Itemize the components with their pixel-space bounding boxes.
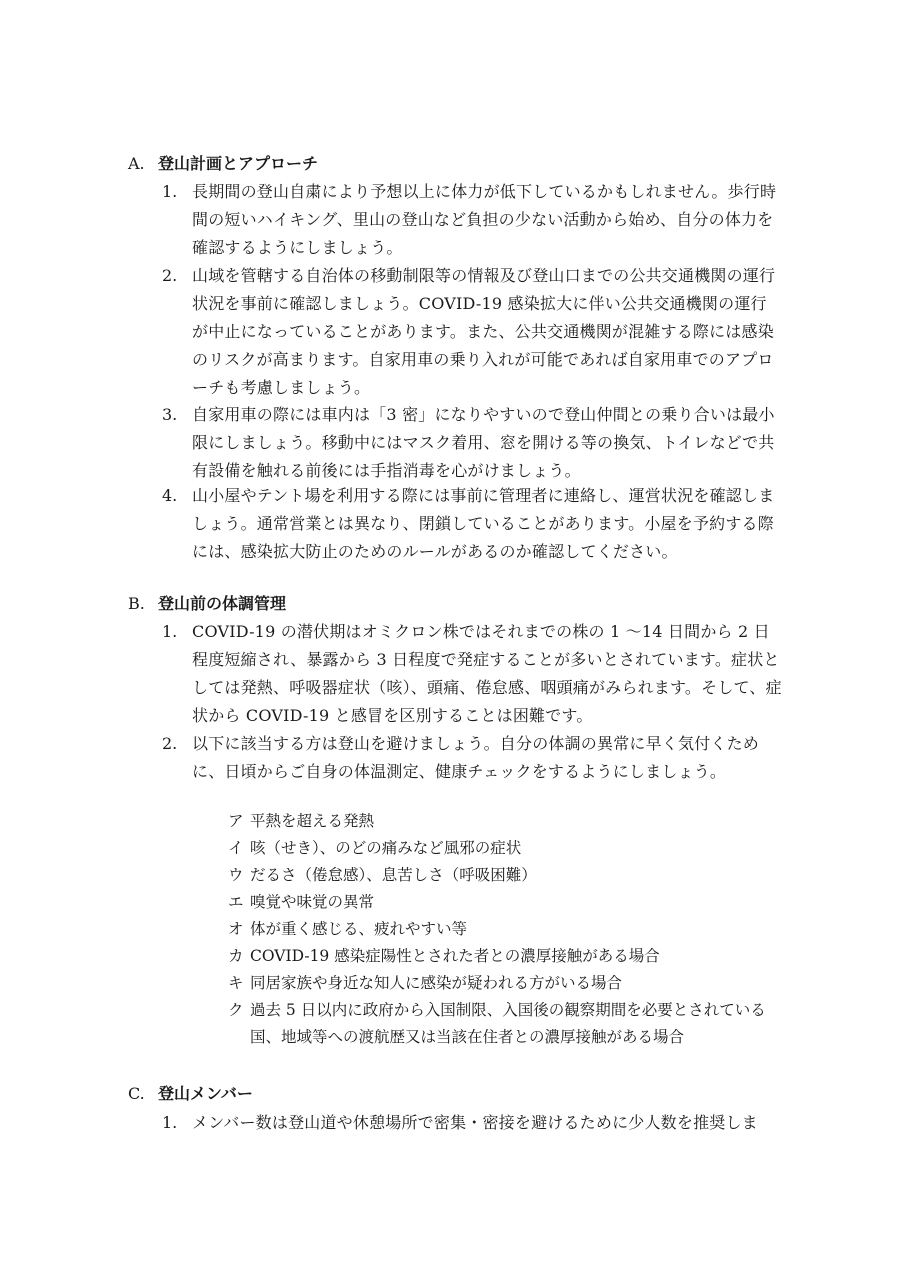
symptom-key: ア xyxy=(228,812,244,830)
item-text: 自家用車の際には車内は「3 密」になりやすいので登山仲間との乗り合いは最小限にしましょう。移動中にはマスク着用、窓を開ける等の換気、トイレなどで共有設備を触れる前後には手指消毒を心がけましょう。 xyxy=(192,405,775,480)
symptom-key: ク xyxy=(228,1001,244,1019)
item-text: COVID-19 の潜伏期はオミクロン株ではそれまでの株の 1 ～14 日間から 2 日程度短縮され、暴露から 3 日程度で発症することが多いとされています。症状としては発熱、呼吸器症状（咳）、頭痛、倦怠感、咽頭痛がみられます。そして、症状から COVID-19 と感冒を区別することは困難です。 xyxy=(192,622,782,725)
item-number: 1. xyxy=(162,182,178,201)
list-item xyxy=(162,262,782,402)
symptom-key: イ xyxy=(228,839,244,857)
symptom-item xyxy=(228,862,788,889)
section-title: 登山メンバー xyxy=(158,1084,253,1103)
section-letter: A. xyxy=(128,154,145,173)
list-item xyxy=(162,1109,782,1137)
item-number: 3. xyxy=(162,405,178,424)
section-heading xyxy=(128,1082,253,1106)
symptom-item xyxy=(228,943,788,970)
symptom-key: ウ xyxy=(228,866,244,884)
section-heading xyxy=(128,592,286,616)
symptom-key: オ xyxy=(228,920,244,938)
symptom-key: カ xyxy=(228,947,244,965)
symptom-text: COVID-19 感染症陽性とされた者との濃厚接触がある場合 xyxy=(250,947,660,965)
symptom-text: 平熱を超える発熱 xyxy=(250,812,375,830)
item-number: 4. xyxy=(162,486,178,505)
list-item xyxy=(162,401,782,485)
symptom-key: キ xyxy=(228,974,244,992)
section-letter: C. xyxy=(128,1084,145,1103)
symptom-list xyxy=(228,808,788,1051)
symptom-item xyxy=(228,970,788,997)
item-text: 以下に該当する方は登山を避けましょう。自分の体調の異常に早く気付くために、日頃からご自身の体温測定、健康チェックをするようにしましょう。 xyxy=(192,734,760,781)
item-number: 2. xyxy=(162,266,178,285)
symptom-item xyxy=(228,889,788,916)
item-text: 山小屋やテント場を利用する際には事前に管理者に連絡し、運営状況を確認しましょう。通常営業とは異なり、閉鎖していることがあります。小屋を予約する際には、感染拡大防止のためのルールがあるのか確認してください。 xyxy=(192,486,775,561)
item-text: メンバー数は登山道や休憩場所で密集・密接を避けるために少人数を推奨しま xyxy=(192,1113,758,1132)
list-item xyxy=(162,730,782,786)
section-heading xyxy=(128,152,318,176)
section-title: 登山計画とアプローチ xyxy=(158,154,319,173)
symptom-text: 過去 5 日以内に政府から入国制限、入国後の観察期間を必要とされている国、地域等への渡航歴又は当該在住者との濃厚接触がある場合 xyxy=(250,1001,766,1046)
item-number: 2. xyxy=(162,734,178,753)
symptom-text: 同居家族や身近な知人に感染が疑われる方がいる場合 xyxy=(250,974,623,992)
symptom-item xyxy=(228,997,788,1051)
list-item xyxy=(162,178,782,262)
symptom-text: 咳（せき）、のどの痛みなど風邪の症状 xyxy=(250,839,522,857)
list-item xyxy=(162,482,782,566)
symptom-text: 嗅覚や味覚の異常 xyxy=(250,893,375,911)
symptom-item xyxy=(228,808,788,835)
item-text: 山域を管轄する自治体の移動制限等の情報及び登山口までの公共交通機関の運行状況を事前に確認しましょう。COVID-19 感染拡大に伴い公共交通機関の運行が中止になっていることがあります。また、公共交通機関が混雑する際には感染のリスクが高まります。自家用車の乗り入れが可能であれば自家用車でのアプローチも考慮しましょう。 xyxy=(192,266,776,397)
list-item xyxy=(162,618,782,730)
symptom-item xyxy=(228,835,788,862)
item-number: 1. xyxy=(162,1113,178,1132)
symptom-text: だるさ（倦怠感）、息苦しさ（呼吸困難） xyxy=(250,866,537,884)
item-text: 長期間の登山自粛により予想以上に体力が低下しているかもしれません。歩行時間の短いハイキング、里山の登山など負担の少ない活動から始め、自分の体力を確認するようにしましょう。 xyxy=(192,182,777,257)
symptom-item xyxy=(228,916,788,943)
symptom-text: 体が重く感じる、疲れやすい等 xyxy=(250,920,468,938)
section-letter: B. xyxy=(128,594,145,613)
section-title: 登山前の体調管理 xyxy=(158,594,287,613)
symptom-key: エ xyxy=(228,893,244,911)
item-number: 1. xyxy=(162,622,178,641)
